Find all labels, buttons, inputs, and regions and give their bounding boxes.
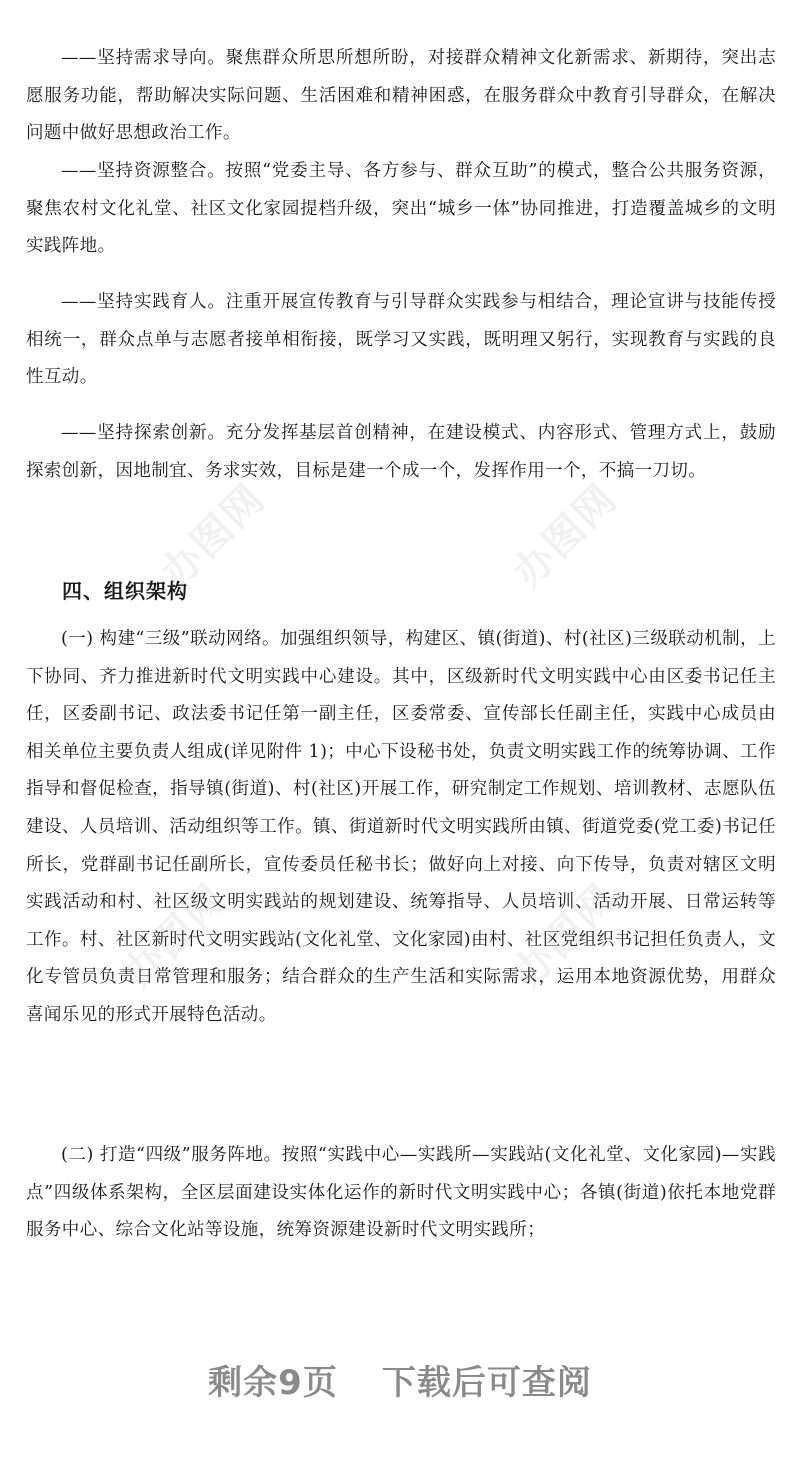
principle-paragraph-innovation: ——坚持探索创新。充分发挥基层首创精神，在建设模式、内容形式、管理方式上，鼓励探索创新，因地制宜、务求实效，目标是建一个成一个，发挥作用一个，不搞一刀切。	[26, 423, 776, 481]
watermark: 办图网	[152, 475, 275, 597]
principle-paragraph-demand: ——坚持需求导向。聚焦群众所思所想所盼，对接群众精神文化新需求、新期待，突出志愿服务功能，帮助解决实际问题、生活困难和精神困惑，在服务群众中教育引导群众，在解决问题中做好思想政治工作。	[26, 48, 776, 144]
watermark: 办图网	[504, 475, 627, 597]
watermark: 办图网	[504, 875, 627, 997]
download-prompt-label[interactable]: 下载后可查阅	[381, 1363, 592, 1403]
principle-paragraph-practice: ——坚持实践育人。注重开展宣传教育与引导群众实践参与相结合，理论宣讲与技能传授相统一，群众点单与志愿者接单相衔接，既学习又实践，既明理又躬行，实现教育与实践的良性互动。	[26, 292, 776, 388]
remaining-pages-label: 剩余9页	[208, 1363, 338, 1403]
watermark: 办图网	[114, 875, 237, 997]
section-paragraph-four-level: (二) 打造“四级”服务阵地。按照“实践中心—实践所—实践站(文化礼堂、文化家园)—实践点”四级体系架构，全区层面建设实体化运作的新时代文明实践中心；各镇(街道)依托本地党群服务中心、综合文化站等设施，统筹资源建设新时代文明实践所；	[26, 1145, 776, 1241]
download-footer[interactable]	[0, 1355, 800, 1404]
principle-paragraph-resources: ——坚持资源整合。按照“党委主导、各方参与、群众互助”的模式，整合公共服务资源，聚焦农村文化礼堂、社区文化家园提档升级，突出“城乡一体”协同推进，打造覆盖城乡的文明实践阵地。	[26, 161, 776, 257]
section-paragraph-three-level: (一) 构建“三级”联动网络。加强组织领导，构建区、镇(街道)、村(社区)三级联动机制，上下协同、齐力推进新时代文明实践中心建设。其中，区级新时代文明实践中心由区委书记任主任，区委副书记、政法委书记任第一副主任，区委常委、宣传部长任副主任，实践中心成员由相关单位主要负责人组成(详见附件 1)；中心下设秘书处，负责文明实践工作的统筹协调、工作指导和督促检查，指导镇(街道)、村(社区)开展工作，研究制定工作规划、培训教材、志愿队伍建设、人员培训、活动组织等工作。镇、街道新时代文明实践所由镇、街道党委(党工委)书记任所长，党群副书记任副所长，宣传委员任秘书长；做好向上对接、向下传导，负责对辖区文明实践活动和村、社区级文明实践站的规划建设、统筹指导、人员培训、活动开展、日常运转等工作。村、社区新时代文明实践站(文化礼堂、文化家园)由村、社区党组织书记担任负责人，文化专管员负责日常管理和服务；结合群众的生产生活和实际需求，运用本地资源优势，用群众喜闻乐见的形式开展特色活动。	[26, 629, 776, 1025]
section-heading: 四、组织架构	[62, 579, 188, 603]
